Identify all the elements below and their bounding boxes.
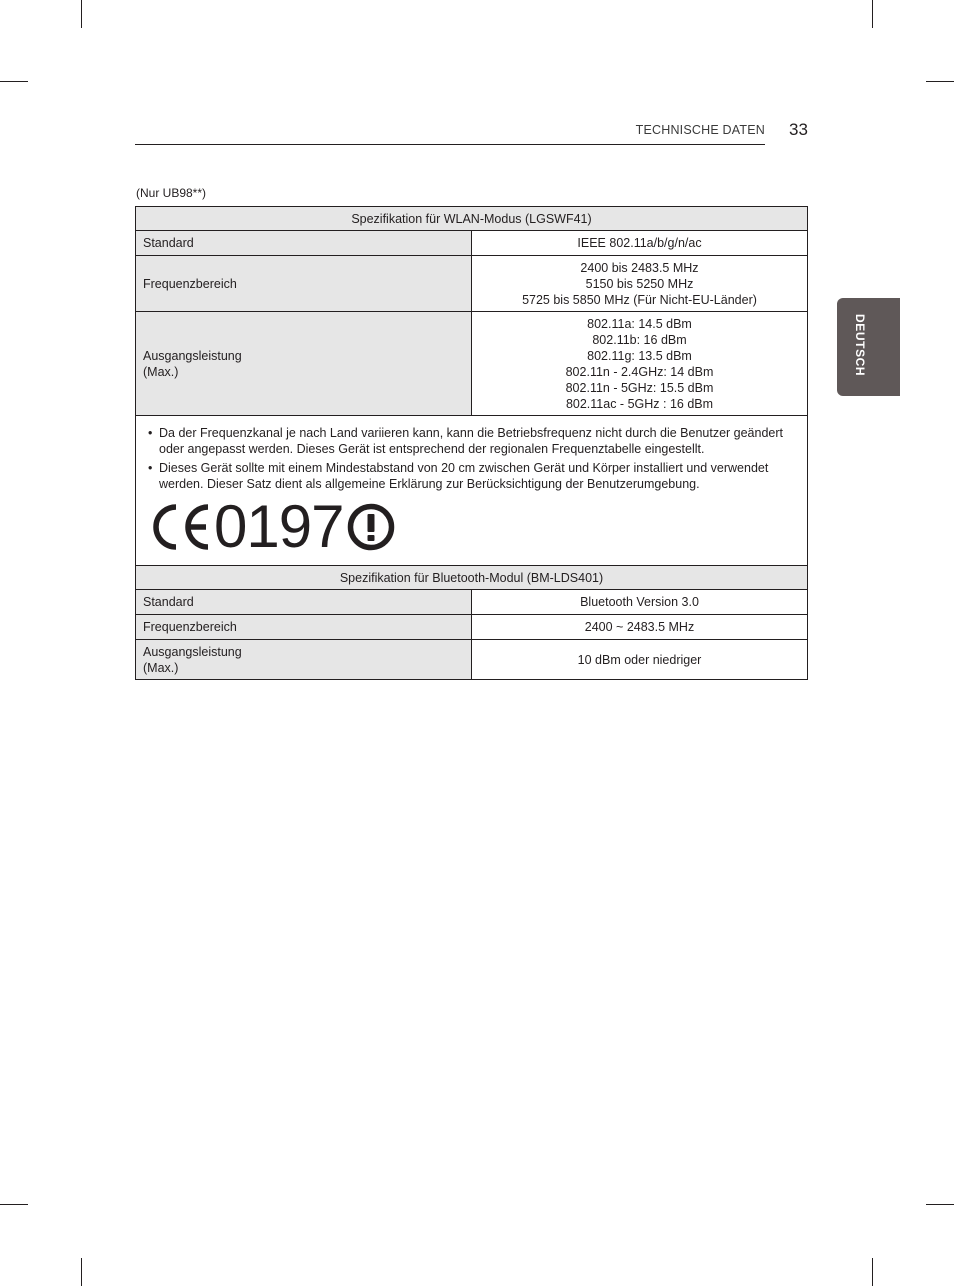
note-text: Da der Frequenzkanal je nach Land variieren kann, kann die Betriebsfrequenz nicht durch die Benutzer geändert oder angepasst werden. Dieses Gerät ist entsprechend der regionalen Frequenztabelle eingestellt. xyxy=(159,425,784,456)
ce-mark-icon xyxy=(148,503,212,551)
label-line: Frequenzbereich xyxy=(143,620,237,634)
table-row xyxy=(136,312,808,416)
wlan-heading-row xyxy=(136,207,808,231)
value-line: Bluetooth Version 3.0 xyxy=(580,595,699,609)
row-label xyxy=(136,590,472,615)
bullet-icon: • xyxy=(148,425,153,440)
note-item xyxy=(148,425,799,458)
table-row xyxy=(136,615,808,640)
notes-row xyxy=(136,416,808,566)
note-text: Dieses Gerät sollte mit einem Mindestabstand von 20 cm zwischen Gerät und Körper installiert und verwendet werden. Dieser Satz dient als allgemeine Erklärung zur Berücksichtigung der Benutzerumgebung. xyxy=(159,460,769,491)
table-row xyxy=(136,590,808,615)
language-tab-label: DEUTSCH xyxy=(853,314,867,377)
label-line: Standard xyxy=(143,595,194,609)
value-line: 802.11a: 14.5 dBm xyxy=(587,316,692,331)
value-line: 802.11b: 16 dBm xyxy=(592,332,687,347)
value-line: 5725 bis 5850 MHz (Für Nicht-EU-Länder) xyxy=(522,292,757,307)
row-value xyxy=(472,256,808,312)
label-line: (Max.) xyxy=(143,364,179,379)
row-label xyxy=(136,256,472,312)
notified-body-number: 0197 xyxy=(214,492,344,560)
label-line: Frequenzbereich xyxy=(143,276,237,291)
value-line: 802.11n - 5GHz: 15.5 dBm xyxy=(565,380,714,395)
value-line: 5150 bis 5250 MHz xyxy=(585,276,694,291)
crop-mark xyxy=(926,1204,954,1205)
exclamation-circle-icon xyxy=(347,503,395,551)
crop-mark xyxy=(926,81,954,82)
table-row xyxy=(136,256,808,312)
crop-mark xyxy=(872,0,873,28)
value-line: 2400 bis 2483.5 MHz xyxy=(580,260,699,275)
section-title: TECHNISCHE DATEN xyxy=(635,123,765,137)
bullet-icon: • xyxy=(148,460,153,475)
bluetooth-heading: Spezifikation für Bluetooth-Modul (BM-LDS401) xyxy=(136,566,808,590)
notes-cell xyxy=(136,416,808,566)
crop-mark xyxy=(81,0,82,28)
row-label xyxy=(136,231,472,256)
label-line: Ausgangsleistung xyxy=(143,644,242,659)
header-divider xyxy=(135,144,765,145)
row-value xyxy=(472,590,808,615)
value-line: 2400 ~ 2483.5 MHz xyxy=(584,620,695,634)
value-line: IEEE 802.11a/b/g/n/ac xyxy=(577,236,702,250)
row-value xyxy=(472,640,808,680)
ce-marking xyxy=(148,492,799,560)
value-line: 10 dBm oder niedriger xyxy=(577,652,702,667)
row-value xyxy=(472,231,808,256)
note-item xyxy=(148,460,799,493)
spec-table xyxy=(135,206,808,680)
page-number: 33 xyxy=(789,120,808,139)
row-label xyxy=(136,615,472,640)
model-note: (Nur UB98**) xyxy=(136,186,207,200)
row-label xyxy=(136,640,472,680)
value-line: 802.11ac - 5GHz : 16 dBm xyxy=(565,396,714,411)
wlan-heading: Spezifikation für WLAN-Modus (LGSWF41) xyxy=(136,207,808,231)
crop-mark xyxy=(0,81,28,82)
value-line: 802.11g: 13.5 dBm xyxy=(587,348,692,363)
bluetooth-heading-row xyxy=(136,566,808,590)
table-row xyxy=(136,231,808,256)
label-line: Standard xyxy=(143,236,194,250)
row-value xyxy=(472,312,808,416)
language-tab xyxy=(837,298,900,396)
row-value xyxy=(472,615,808,640)
value-line: 802.11n - 2.4GHz: 14 dBm xyxy=(565,364,714,379)
crop-mark xyxy=(0,1204,28,1205)
label-line: Ausgangsleistung xyxy=(143,348,242,363)
table-row xyxy=(136,640,808,680)
crop-mark xyxy=(872,1258,873,1286)
crop-mark xyxy=(81,1258,82,1286)
label-line: (Max.) xyxy=(143,660,179,675)
row-label xyxy=(136,312,472,416)
